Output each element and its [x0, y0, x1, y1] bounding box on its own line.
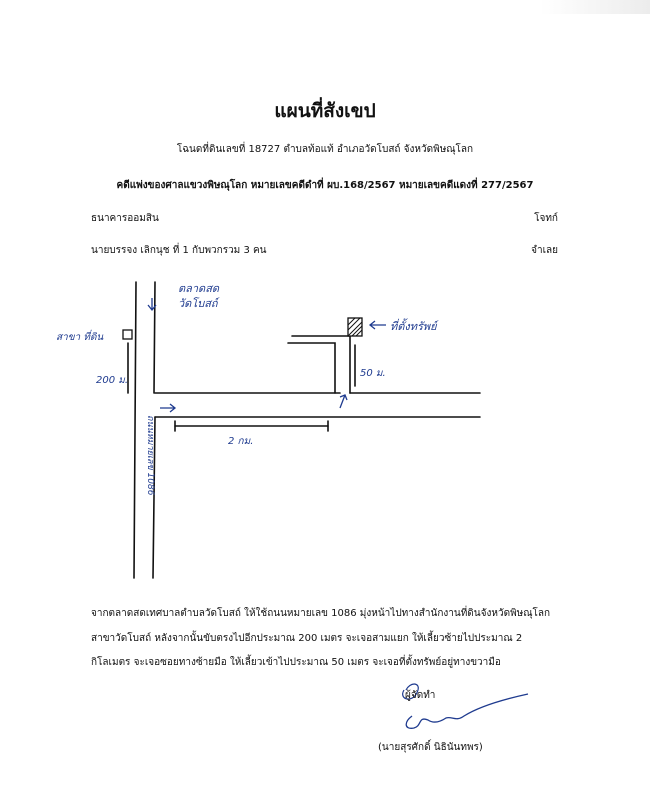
branch-label: สาขา ที่ดิน [56, 332, 104, 343]
property-label: ที่ตั้งทรัพย์ [390, 320, 437, 333]
case-subtitle: คดีแพ่งของศาลแขวงพิษณุโลก หมายเลขคดีดำที่ ผบ.168/2567 หมายเลขคดีแดงที่ 277/2567 [116, 180, 534, 191]
directions-line-3: กิโลเมตร จะเจอซอยทางซ้ายมือ ให้เลี้ยวเข้าไปประมาณ 50 เมตร จะเจอที่ตั้งทรัพย์อยู่ทางขวามือ [91, 657, 501, 668]
arrow-left-icon [370, 321, 386, 329]
defendant-name: นายบรรจง เลิกนุช ที่ 1 กับพวกรวม 3 คน [91, 245, 267, 256]
deed-subtitle: โฉนดที่ดินเลขที่ 18727 ตำบลท้อแท้ อำเภอวัดโบสถ์ จังหวัดพิษณุโลก [176, 144, 474, 155]
signature-label: ผู้จัดทำ [405, 690, 436, 701]
defendant-role: จำเลย [531, 245, 558, 256]
market-label: ตลาดสด [178, 282, 220, 295]
soi-right-edge [292, 336, 350, 393]
directions-line-2: สาขาวัดโบสถ์ หลังจากนั้นขับตรงไปอีกประมาณ 200 เมตร จะเจอสามแยก ให้เลี้ยวซ้ายไปประมาณ 2 [91, 633, 523, 644]
arrow-right-icon [160, 404, 175, 412]
signature-name: (นายสุรศักดิ์ นิธินันทพร) [378, 742, 483, 753]
road-1086-label: ถนนหมายเลข 1086 [145, 415, 155, 496]
distance-200m-label: 200 ม. [96, 375, 129, 386]
page-title: แผนที่สังเขป [274, 100, 376, 122]
plaintiff-role: โจทก์ [534, 213, 558, 224]
arrow-up-right-icon [340, 395, 347, 408]
plaintiff-name: ธนาคารออมสิน [91, 213, 159, 224]
distance-2km-label: 2 กม. [228, 436, 254, 447]
soi-left-edge [288, 343, 335, 393]
directions-line-1: จากตลาดสดเทศบาลตำบลวัดโบสถ์ ให้ใช้ถนนหมายเลข 1086 มุ่งหน้าไปทางสำนักงานที่ดินจังหวัดพิษณุโลก [91, 608, 551, 619]
branch-marker [123, 330, 132, 339]
road-1086-left-edge [134, 282, 136, 578]
market-sub-label: วัดโบสถ์ [178, 297, 218, 310]
distance-50m-label: 50 ม. [360, 368, 386, 379]
road-1086-right-edge [154, 282, 155, 393]
